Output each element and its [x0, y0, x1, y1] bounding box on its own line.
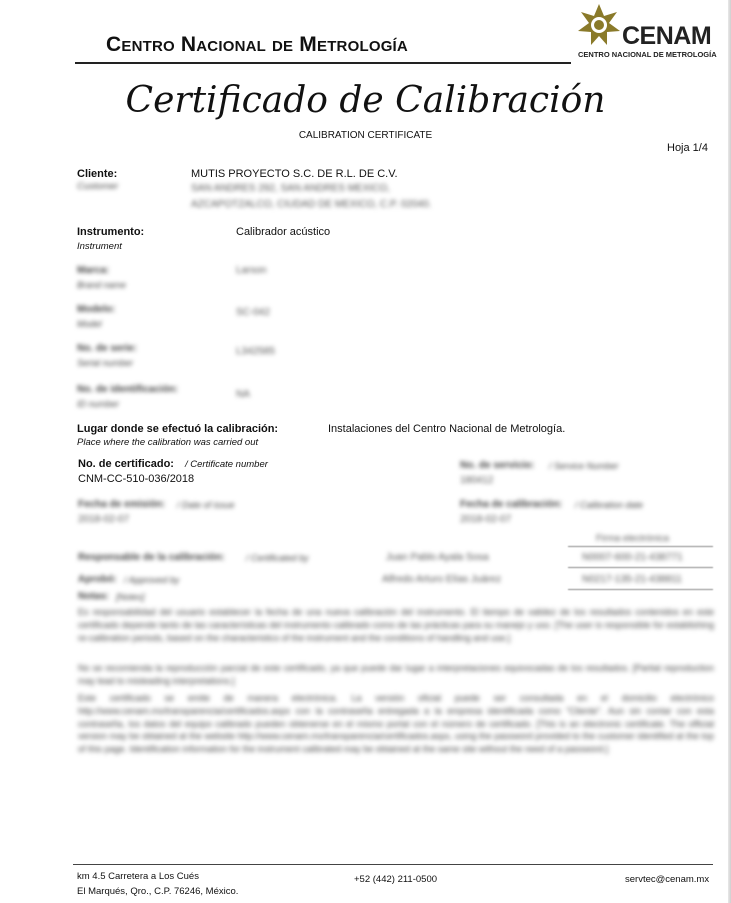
footer-phone: +52 (442) 211-0500 — [354, 874, 438, 885]
instrument-label: Instrumento: — [77, 226, 145, 238]
client-label: Cliente: — [77, 168, 118, 180]
place-label-en: Place where the calibration was carried out — [77, 437, 259, 448]
approved-signature: N0217-135-21-438811 — [582, 574, 682, 585]
service-number-label: No. de servicio: — [460, 460, 535, 471]
cert-number-label: No. de certificado: — [78, 458, 174, 470]
brand-label: Marca: — [77, 265, 110, 276]
model-label-en: Model — [77, 319, 102, 329]
page-number: Hoja 1/4 — [667, 142, 708, 154]
approved-name: Alfredo Arturo Elías Juárez — [382, 574, 501, 585]
approved-label-en: / Approved by — [124, 575, 180, 585]
certificate-title: Certificado de Calibración — [125, 80, 606, 121]
serial-label: No. de serie: — [77, 343, 138, 354]
calibration-date-value: 2018-02-07 — [460, 514, 512, 525]
footer-address-line2: El Marqués, Qro., C.P. 76246, México. — [77, 886, 239, 897]
issue-date-label-en: / Date of issue — [177, 500, 235, 510]
cert-number-label-en: / Certificate number — [185, 459, 268, 470]
note-item: No se recomienda la reproducción parcial de este certificado, ya que puede dar lugar a interpretaciones equivocadas de los resultados. [Partial reproduction may lead to misleading interpretations.] — [78, 663, 714, 686]
responsible-signature: N0007-600-21-438771 — [582, 552, 683, 563]
service-number-value: 180412 — [460, 475, 494, 486]
place-label: Lugar donde se efectuó la calibración: — [77, 423, 279, 435]
client-address-line1: SAN ANDRES 292, SAN ANDRES MEXICO, — [191, 183, 390, 194]
responsible-signature-rule — [568, 567, 713, 568]
certificate-subtitle: CALIBRATION CERTIFICATE — [298, 130, 433, 141]
issue-date-value: 2018-02-07 — [78, 514, 130, 525]
serial-label-en: Serial number — [77, 358, 134, 368]
notes-label-en: [Notes] — [116, 592, 145, 602]
instrument-value: Calibrador acústico — [236, 226, 331, 238]
calibration-date-label: Fecha de calibración: — [460, 499, 563, 510]
logo-wordmark: CENAM — [622, 22, 712, 50]
calibration-date-label-en: / Calibration date — [575, 500, 644, 510]
id-value: NA — [236, 389, 250, 400]
footer-divider — [73, 864, 713, 865]
cenam-logo-icon — [576, 2, 622, 48]
notes-label: Notas: — [78, 591, 110, 602]
footer-address-line1: km 4.5 Carretera a Los Cués — [77, 871, 199, 882]
place-value: Instalaciones del Centro Nacional de Metrología. — [328, 423, 566, 435]
service-number-label-en: / Service Number — [549, 461, 619, 471]
model-label: Modelo: — [77, 304, 116, 315]
issue-date-label: Fecha de emisión: — [78, 499, 166, 510]
logo-subtitle: CENTRO NACIONAL DE METROLOGÍA — [578, 50, 717, 59]
cert-number-value: CNM-CC-510-036/2018 — [78, 473, 195, 485]
id-label-en: ID number — [77, 399, 120, 409]
responsible-name: Juan Pablo Ayala Sosa — [386, 552, 489, 563]
instrument-label-en: Instrument — [77, 241, 122, 252]
approved-signature-rule — [568, 589, 713, 590]
model-value: SC-042 — [236, 307, 270, 318]
footer-email: servtec@cenam.mx — [625, 874, 710, 885]
approved-label: Aprobó: — [78, 574, 117, 585]
organization-title: Centro Nacional de Metrología — [106, 33, 408, 56]
brand-label-en: Brand name — [77, 280, 127, 290]
serial-value: L342585 — [236, 346, 275, 357]
id-label: No. de identificación: — [77, 384, 179, 395]
signature-column-header: Firma electrónica — [596, 533, 669, 544]
note-item: Es responsabilidad del usuario establecer la fecha de una nueva calibración del instrumento. El tiempo de validez de los resultados contenidos en este certificado depende tanto de las características del instrumento calibrado como de las prácticas para su manejo y uso. [The user is responsible for establishing re-calibration periods, based on the characteristics of the instrument and the conditions of handling and use.] — [78, 607, 714, 643]
client-name: MUTIS PROYECTO S.C. DE R.L. DE C.V. — [191, 168, 398, 180]
responsible-label: Responsable de la calibración: — [78, 552, 225, 563]
signature-header-rule — [568, 546, 713, 547]
client-address-line2: AZCAPOTZALCO, CIUDAD DE MEXICO, C.P. 02040. — [191, 199, 432, 210]
header-divider — [75, 62, 571, 64]
client-label-en: Customer — [77, 181, 119, 192]
brand-value: Larson — [236, 265, 267, 276]
note-item: Este certificado se emite de manera electrónica. La versión oficial puede ser consultada en el domicilio electrónico http://www.cenam.mx/transparencia/certificados.aspx con la contraseña entregada a la empresa identificada como "Cliente". Aun sin contar con esta contraseña, los datos del equipo calibrado pueden obtenerse en el mismo portal con el número de certificado. [This is an electronic certificate. The official version may be obtained at the website http://www.cenam.mx/transparencia/certificados.aspx, using the password provided to the customer identified at the top of this page. Identification information for the instrument calibrated may be obtained at the same site without the need of a password.] — [78, 693, 714, 755]
responsible-label-en: / Certificated by — [246, 553, 309, 563]
